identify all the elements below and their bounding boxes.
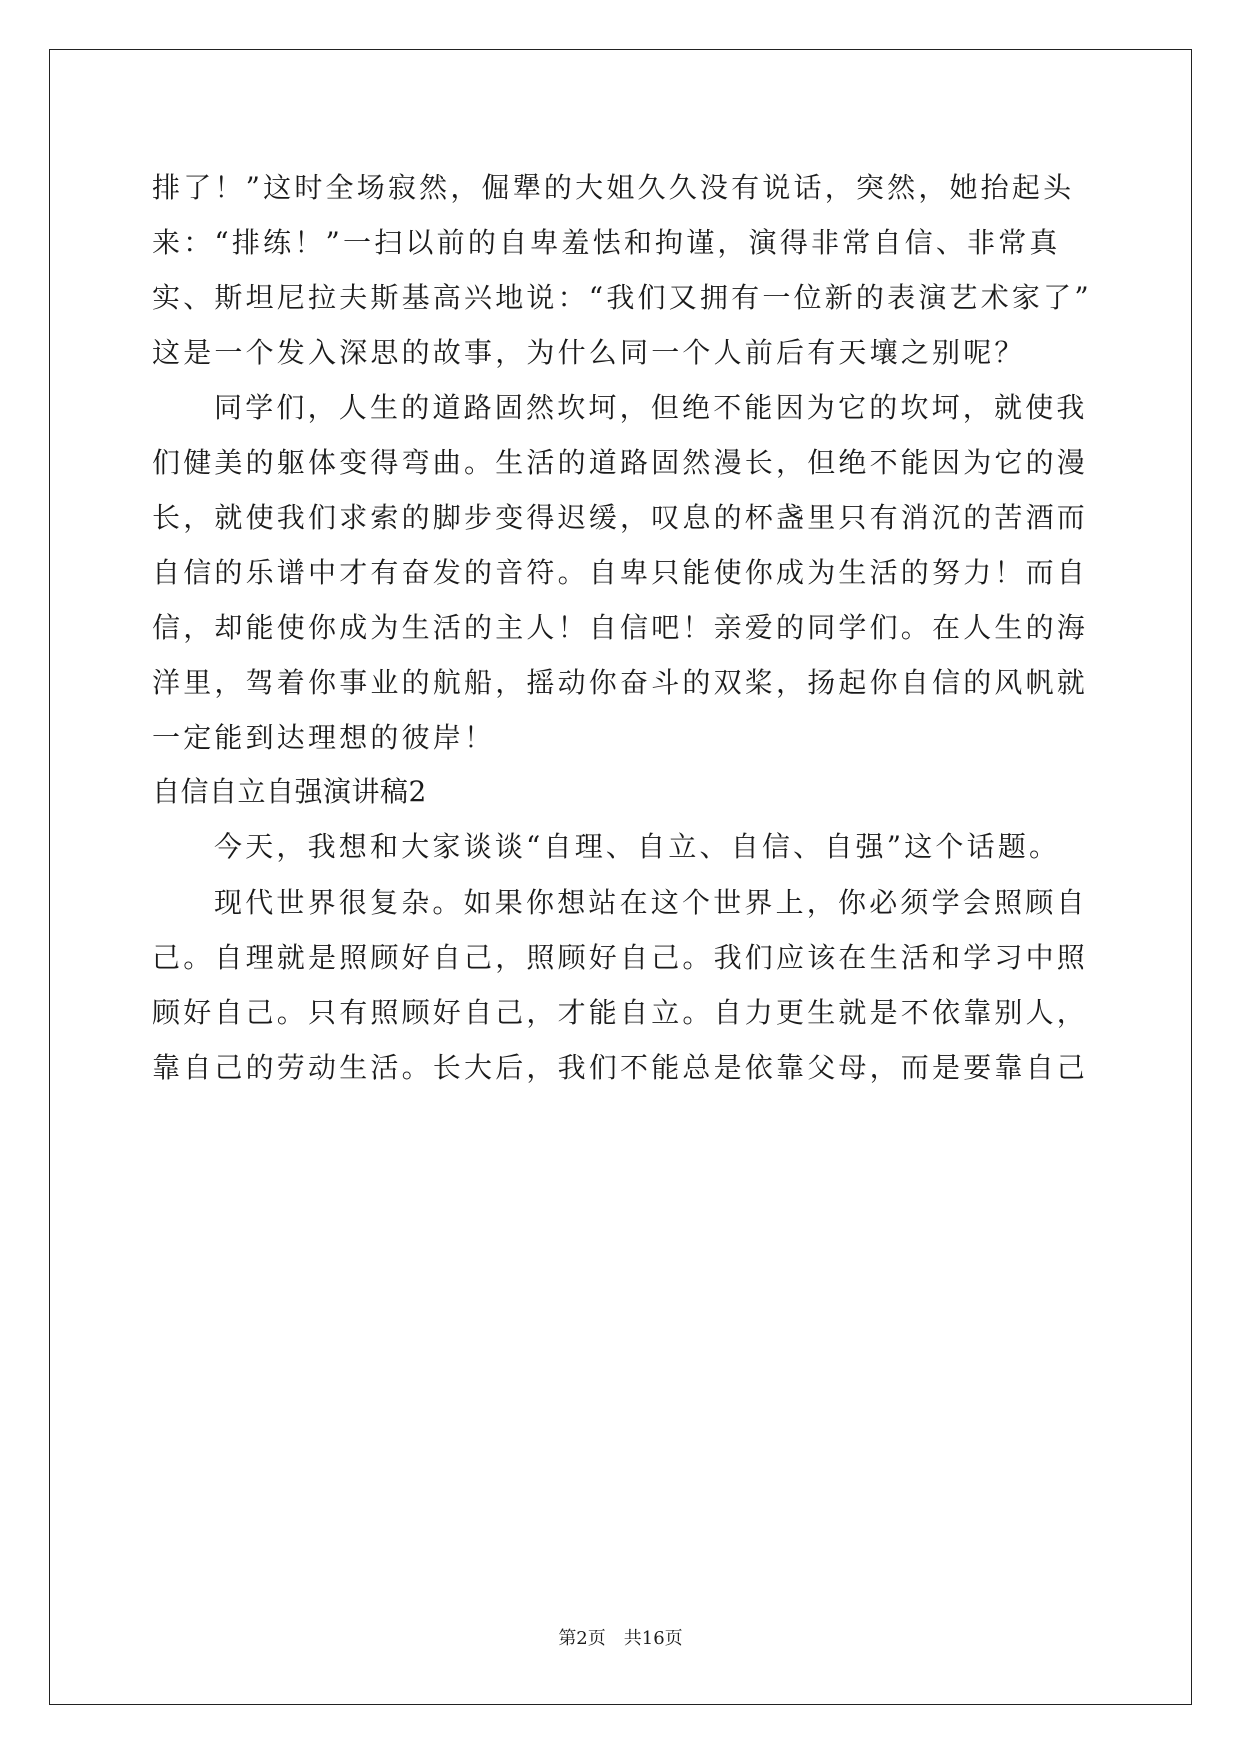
text-line: 排了！”这时全场寂然，倔犟的大姐久久没有说话，突然，她抬起头 xyxy=(152,171,1075,204)
text-line: 现代世界很复杂。如果你想站在这个世界上，你必须学会照顾自 xyxy=(214,886,1088,919)
text-line: 洋里，驾着你事业的航船，摇动你奋斗的双桨，扬起你自信的风帆就 xyxy=(152,666,1089,699)
text-line: 一定能到达理想的彼岸！ xyxy=(152,721,496,754)
text-line: 顾好自己。只有照顾好自己，才能自立。自力更生就是不依靠别人， xyxy=(152,996,1089,1029)
text-line: 同学们，人生的道路固然坎坷，但绝不能因为它的坎坷，就使我 xyxy=(214,391,1088,424)
text-line: 己。自理就是照顾好自己，照顾好自己。我们应该在生活和学习中照 xyxy=(152,941,1089,974)
text-line: 实、斯坦尼拉夫斯基高兴地说：“我们又拥有一位新的表演艺术家了” xyxy=(152,281,1092,314)
text-line: 信，却能使你成为生活的主人！自信吧！亲爱的同学们。在人生的海 xyxy=(152,611,1089,644)
text-line: 靠自己的劳动生活。长大后，我们不能总是依靠父母，而是要靠自己 xyxy=(152,1051,1089,1084)
text-line: 这是一个发入深思的故事，为什么同一个人前后有天壤之别呢？ xyxy=(152,336,1026,369)
page-number: 第2页 共16页 xyxy=(558,1628,683,1649)
text-line: 长，就使我们求索的脚步变得迟缓，叹息的杯盏里只有消沉的苦酒而 xyxy=(152,501,1089,534)
text-line: 们健美的躯体变得弯曲。生活的道路固然漫长，但绝不能因为它的漫 xyxy=(152,446,1089,479)
text-line: 自信的乐谱中才有奋发的音符。自卑只能使你成为生活的努力！而自 xyxy=(152,556,1089,589)
section-heading: 自信自立自强演讲稿2 xyxy=(152,775,427,808)
text-line: 今天，我想和大家谈谈“自理、自立、自信、自强”这个话题。 xyxy=(214,830,1061,863)
text-line: 来：“排练！”一扫以前的自卑羞怯和拘谨，演得非常自信、非常真 xyxy=(152,226,1061,259)
